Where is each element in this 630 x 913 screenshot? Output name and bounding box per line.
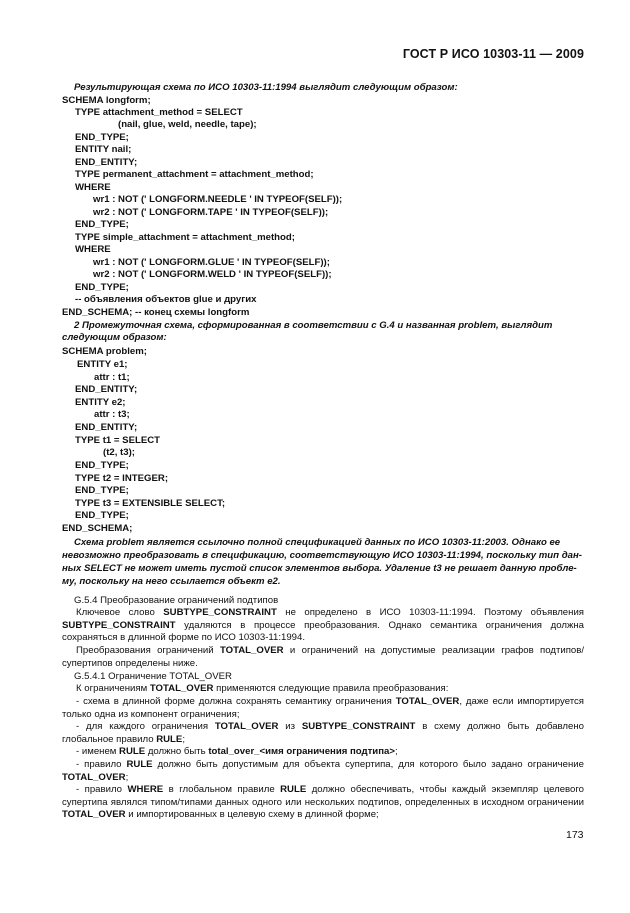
example2-intro-line1: 2 Промежуточная схема, сформированная в соответствии с G.4 и названная problem, выглядит <box>74 320 553 331</box>
text: должно обеспечивать, чтобы каждый экземпляр целевого супертипа являлся типом/типами данных одного или нескольких подтипов, определенных в исходном ограничении <box>62 784 584 808</box>
code-line: TYPE t2 = INTEGER; <box>75 473 169 484</box>
text: К ограничениям <box>76 683 150 694</box>
code-line: END_TYPE; <box>75 485 129 496</box>
keyword: RULE <box>126 759 153 770</box>
code-line: END_TYPE; <box>75 132 129 143</box>
text: и импортированных в целевую схему в длинной форме; <box>125 809 379 821</box>
code-line: SCHEMA longform; <box>62 95 151 106</box>
code-line: END_ENTITY; <box>75 422 138 433</box>
code-line: WHERE <box>75 244 111 255</box>
keyword: TOTAL_OVER <box>219 645 284 656</box>
section-heading-g54: G.5.4 Преобразование ограничений подтипов <box>74 595 279 606</box>
keyword: TOTAL_OVER <box>149 683 214 694</box>
text: и ограничений на допустимые реализации графов подтипов/супертипов определены ниже. <box>62 645 584 669</box>
text: - для каждого ограничения <box>76 721 215 732</box>
text: в схему должно быть добавлено глобальное правило <box>62 721 584 745</box>
code-line: TYPE t1 = SELECT <box>75 435 161 446</box>
text: , даже если импортируется только одна из компонент ограничения; <box>62 696 584 720</box>
code-line: END_SCHEMA; <box>62 523 133 534</box>
note-line: ных SELECT не может иметь пустой список элементов выбора. Удаление t3 не решает данную пробле- <box>62 563 577 574</box>
text: - схема в длинной форме должна сохранять семантику ограничения <box>76 696 396 707</box>
code-line: TYPE simple_attachment = attachment_method; <box>75 232 295 243</box>
text: в глобальном правиле <box>163 784 281 795</box>
code-line: ENTITY nail; <box>75 144 132 155</box>
text: - правило <box>76 784 128 795</box>
text: не определено в ИСО 10303-11:1994. Поэтому объявления <box>276 607 584 618</box>
keyword: RULE <box>156 733 183 745</box>
code-comment: -- объявления объектов glue и других <box>75 294 257 305</box>
keyword: TOTAL_OVER <box>62 771 126 783</box>
code-line: wr1 : NOT (' LONGFORM.GLUE ' IN TYPEOF(SELF)); <box>93 257 330 268</box>
keyword: TOTAL_OVER <box>395 696 460 707</box>
text: должно быть допустимым для объекта супертипа, для которого было задано ограничение <box>152 759 585 770</box>
text: Преобразования ограничений <box>76 645 220 656</box>
code-line: TYPE t3 = EXTENSIBLE SELECT; <box>75 498 226 509</box>
code-line: (nail, glue, weld, needle, tape); <box>118 119 257 130</box>
example1-intro: Результирующая схема по ИСО 10303-11:1994 выглядит следующим образом: <box>74 82 458 93</box>
text: ; <box>125 771 129 783</box>
code-line: ENTITY e2; <box>75 397 126 408</box>
code-line: END_SCHEMA; -- конец схемы longform <box>62 307 250 318</box>
code-line: END_ENTITY; <box>75 157 138 168</box>
keyword: TOTAL_OVER <box>214 721 279 732</box>
page-number: 173 <box>566 829 584 841</box>
rule-item-3 <box>62 746 584 759</box>
code-line: END_TYPE; <box>75 460 129 471</box>
text: удаляются в процессе преобразования. Однако семантика ограничения должна сохраняться в длинной форме по ИСО 10303-11:1994. <box>62 619 584 644</box>
keyword: TOTAL_OVER <box>62 809 126 821</box>
text: из <box>278 721 302 732</box>
keyword: WHERE <box>127 784 164 795</box>
paragraph-g541-intro <box>62 683 584 696</box>
keyword: SUBTYPE_CONSTRAINT <box>163 607 277 618</box>
code-line: (t2, t3); <box>103 447 135 458</box>
text: - именем <box>76 746 120 757</box>
code-line: TYPE permanent_attachment = attachment_method; <box>75 169 314 180</box>
code-line: wr2 : NOT (' LONGFORM.TAPE ' IN TYPEOF(SELF)); <box>93 207 329 218</box>
paragraph-g54-2 <box>62 645 584 670</box>
code-line: END_TYPE; <box>75 282 129 293</box>
keyword: SUBTYPE_CONSTRAINT <box>62 619 176 631</box>
keyword: RULE <box>119 746 146 757</box>
text: должно быть <box>145 746 209 757</box>
code-line: wr2 : NOT (' LONGFORM.WELD ' IN TYPEOF(SELF)); <box>93 269 332 280</box>
example2-intro-line2: следующим образом: <box>62 332 167 343</box>
code-line: ENTITY e1; <box>77 359 128 370</box>
note-line: Схема problem является ссылочно полной спецификацией данных по ИСО 10303-11:2003. Однако ее <box>74 537 561 548</box>
keyword: total_over_<имя ограничения подтипа> <box>208 746 395 757</box>
code-line: SCHEMA problem; <box>62 346 147 357</box>
section-heading-g541: G.5.4.1 Ограничение TOTAL_OVER <box>74 671 232 682</box>
rule-item-1 <box>62 696 584 721</box>
keyword: RULE <box>280 784 307 795</box>
code-line: END_TYPE; <box>75 510 129 521</box>
code-line: END_TYPE; <box>75 219 129 230</box>
text: ; <box>394 746 398 757</box>
code-line: attr : t3; <box>94 409 130 420</box>
text: Ключевое слово <box>76 607 164 618</box>
code-line: WHERE <box>75 182 111 193</box>
code-line: attr : t1; <box>94 372 130 383</box>
keyword: SUBTYPE_CONSTRAINT <box>301 721 416 732</box>
rule-item-2 <box>62 721 584 746</box>
paragraph-g54-1 <box>62 607 584 645</box>
code-line: wr1 : NOT (' LONGFORM.NEEDLE ' IN TYPEOF(SELF)); <box>93 194 343 205</box>
note-line: му, поскольку на него ссылается объект e2. <box>62 576 281 587</box>
note-line: невозможно преобразовать в спецификацию, соответствующую ИСО 10303-11:1994, поскольку тип дан- <box>62 550 582 561</box>
rule-item-5 <box>62 784 584 822</box>
page-header: ГОСТ Р ИСО 10303-11 — 2009 <box>402 47 584 61</box>
code-line: TYPE attachment_method = SELECT <box>75 107 243 118</box>
text: применяются следующие правила преобразования: <box>213 683 449 694</box>
code-line: END_ENTITY; <box>75 384 138 395</box>
rule-item-4 <box>62 759 584 784</box>
text: ; <box>182 733 185 745</box>
text: - правило <box>76 759 127 770</box>
